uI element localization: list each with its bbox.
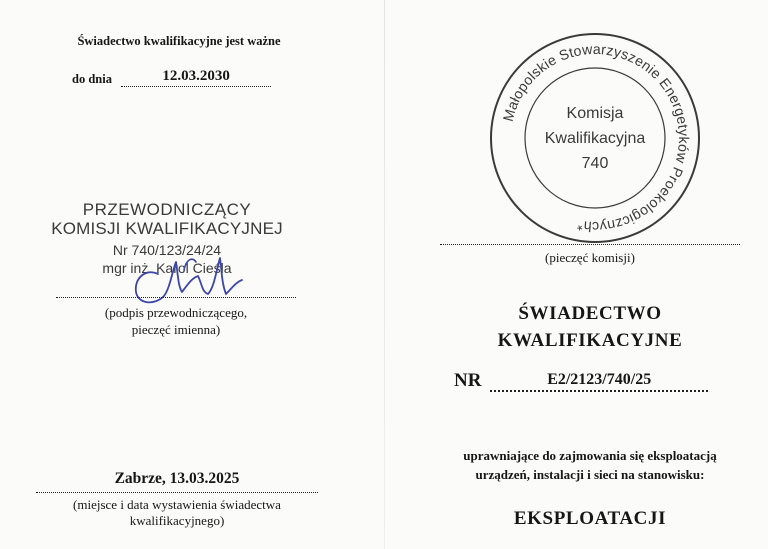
place-date-caption: (miejsce i data wystawienia świadectwa kwalifikacyjnego) bbox=[73, 497, 281, 528]
handwritten-signature bbox=[118, 222, 268, 312]
certificate-number-value: E2/2123/740/25 bbox=[490, 371, 708, 392]
place-and-date: Zabrze, 13.03.2025 bbox=[114, 470, 240, 487]
entitlement-text: uprawniające do zajmowania się eksploatacją urządzeń, instalacji i sieci na stanowisku: bbox=[463, 448, 717, 482]
certificate-number-row bbox=[454, 368, 708, 392]
certificate-title bbox=[440, 300, 740, 354]
stamp-center-line2: Kwalifikacyjna bbox=[544, 130, 646, 147]
position-name: EKSPLOATACJI bbox=[513, 508, 667, 529]
certificate-title-line2: KWALIFIKACYJNE bbox=[497, 330, 683, 351]
signature-caption: (podpis przewodniczącego, pieczęć imienna) bbox=[104, 305, 248, 337]
place-date-line bbox=[36, 492, 318, 493]
commission-stamp-caption: (pieczęć komisji) bbox=[545, 250, 635, 265]
signature-line bbox=[56, 297, 296, 298]
commission-round-stamp bbox=[485, 28, 705, 248]
stamp-center-line3: 740 bbox=[581, 155, 609, 172]
stamp-center-line1: Komisja bbox=[566, 105, 624, 122]
validity-text: Świadectwo kwalifikacyjne jest ważne bbox=[77, 34, 281, 48]
valid-until-value: 12.03.2030 bbox=[121, 68, 271, 87]
valid-until-label: do dnia bbox=[72, 72, 112, 86]
chair-stamp-line2: KOMISJI KWALIFIKACYJNEJ bbox=[51, 219, 283, 238]
certificate-title-line1: ŚWIADECTWO bbox=[518, 303, 662, 324]
chair-stamp-line4: mgr inż. Karol Cieśla bbox=[102, 260, 232, 276]
stamp-ring-text: Małopolskie Stowarzyszenie Energetyków Proekologicznych* bbox=[500, 41, 692, 235]
chair-stamp-line3: Nr 740/123/24/24 bbox=[112, 242, 222, 258]
commission-stamp-line bbox=[440, 244, 740, 245]
valid-until-row bbox=[72, 68, 271, 87]
chair-stamp-line1: PRZEWODNICZĄCY bbox=[82, 200, 252, 219]
certificate-number-label: NR bbox=[454, 370, 482, 391]
page-fold bbox=[384, 0, 385, 549]
